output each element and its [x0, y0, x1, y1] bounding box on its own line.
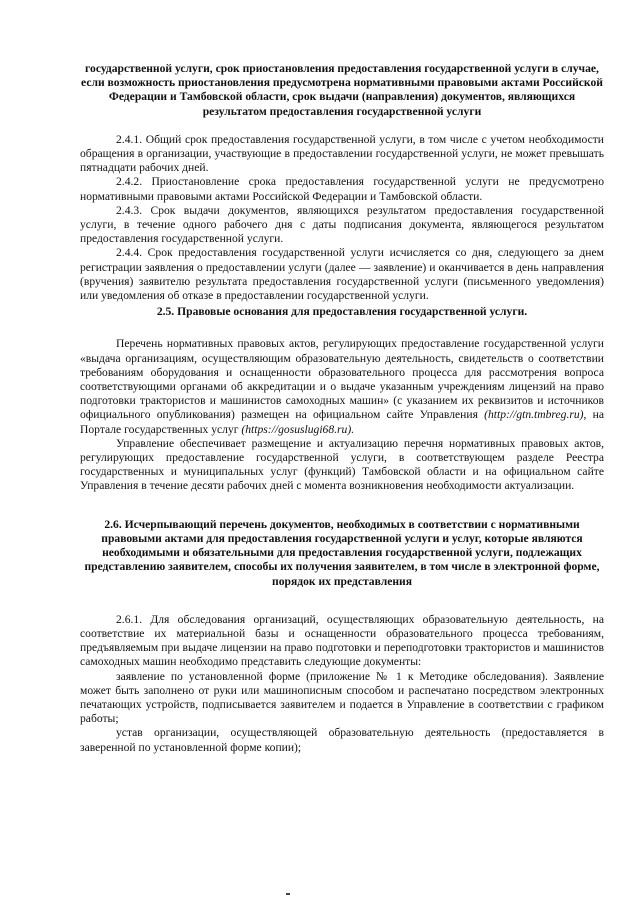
section-heading-2-4: государственной услуги, срок приостановления предоставления государственной услуги в случае, если возможность приостановления предусмотрена нормативными правовыми актами Российской Федерации и Тамбовской области, срок выдачи (направления) документов, являющихся результатом предоставления государственной услуги	[81, 62, 603, 118]
paragraph-2-5-1-text: Перечень нормативных правовых актов, регулирующих предоставление государственной услуги «выдача организациям, осуществляющим образовательную деятельность, свидетельств о соответствии требованиям оборудования и оснащенности образовательного процесса для рассмотрения вопроса соответствующими органами об аккредитации и о выдаче указанным учреждениям лицензий на право подготовки трактористов и машинистов самоходных машин» (с указанием их реквизитов и источников официального опубликования) размещен на официальном сайте Управления	[80, 337, 604, 422]
paragraph-2-4-4: 2.4.4. Срок предоставления государственной услуги исчисляется со дня, следующего за днем регистрации заявления о предоставлении услуги (далее — заявление) и оканчивается в день направления (вручения) заявителю результата предоставления государственной услуги (письменного уведомления) или уведомления об отказе в предоставлении государственной услуги.	[80, 246, 604, 303]
paragraph-organization-charter: устав организации, осуществляющей образовательную деятельность (предоставляется в заверенной по установленной форме копии);	[80, 726, 604, 754]
section-title-2-5: 2.5. Правовые основания для предоставления государственной услуги.	[156, 305, 528, 319]
link-gtn-site[interactable]: (http://gtn.tmbreg.ru)	[484, 408, 584, 422]
link-gosuslugi-portal[interactable]: (https://gosuslugi68.ru).	[241, 422, 355, 436]
paragraph-application-form: заявление по установленной форме (приложение № 1 к Методике обследования). Заявление может быть заполнено от руки или машинописным способом и распечатано посредством электронных печатающих устройств, подписывается заявителем и подается в Управление в соответствии с графиком работы;	[80, 669, 604, 726]
paragraph-2-4-3: 2.4.3. Срок выдачи документов, являющихся результатом предоставления государственной услуги, в течение одного рабочего дня с даты подписания документа, являющегося результатом предоставления государственной услуги.	[80, 203, 604, 246]
paragraph-2-4-2: 2.4.2. Приостановление срока предоставления государственной услуги не предусмотрено нормативными правовыми актами Российской Федерации и Тамбовской области.	[80, 175, 604, 203]
page-mark	[286, 893, 290, 895]
section-title-2-6: 2.6. Исчерпывающий перечень документов, необходимых в соответствии с нормативными правовыми актами для предоставления государственной услуги и услуг, которые являются необходимыми и обязательными для предоставления государственной услуги, подлежащих представлению заявителем, способы их получения заявителем, в том числе в электронной форме, порядок их представления	[84, 517, 600, 588]
paragraph-2-4-1: 2.4.1. Общий срок предоставления государственной услуги, в том числе с учетом необходимости обращения в организации, участвующие в предоставлении государственной услуги, не может превышать пятнадцати рабочих дней.	[80, 132, 604, 175]
paragraph-2-5-2: Управление обеспечивает размещение и актуализацию перечня нормативных правовых актов, регулирующих предоставление государственной услуги, в соответствующем разделе Реестра государственных и муниципальных услуг (функций) Тамбовской области и на официальном сайте Управления в течение десяти рабочих дней с момента возникновения необходимости актуализации.	[80, 436, 604, 493]
paragraph-2-5-1-text-b: , на Портале государственных услуг	[80, 408, 604, 436]
paragraph-2-5-1	[80, 337, 604, 436]
paragraph-2-6-1: 2.6.1. Для обследования организаций, осуществляющих образовательную деятельность, на соответствие их материальной базы и оснащенности образовательного процесса требованиям, предъявляемым при выдаче лицензии на право подготовки и переподготовки трактористов и машинистов самоходных машин необходимо представить следующие документы:	[80, 612, 604, 669]
